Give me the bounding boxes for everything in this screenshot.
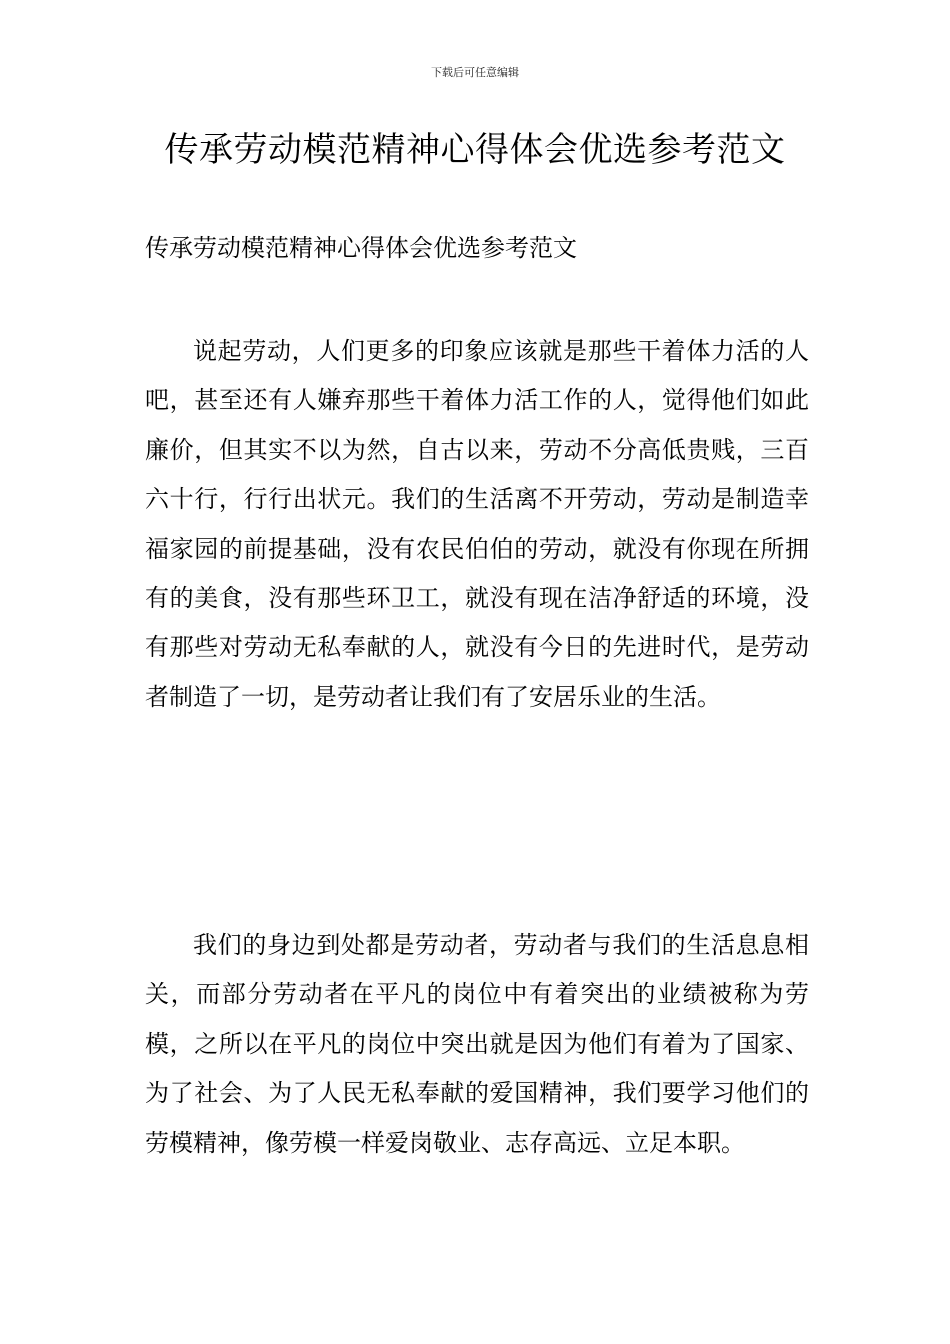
page-title: 传承劳动模范精神心得体会优选参考范文 bbox=[164, 130, 786, 170]
body-paragraph-1: 说起劳动，人们更多的印象应该就是那些干着体力活的人吧，甚至还有人嫌弃那些干着体力活工作的人，觉得他们如此廉价，但其实不以为然，自古以来，劳动不分高低贵贱，三百六十行，行行出状元。我们的生活离不开劳动，劳动是制造幸福家园的前提基础，没有农民伯伯的劳动，就没有你现在所拥有的美食，没有那些环卫工，就没有现在洁净舒适的环境，没有那些对劳动无私奉献的人，就没有今日的先进时代，是劳动者制造了一切，是劳动者让我们有了安居乐业的生活。 bbox=[145, 337, 809, 711]
document-subtitle: 传承劳动模范精神心得体会优选参考范文 bbox=[145, 234, 577, 262]
body-paragraph-2: 我们的身边到处都是劳动者，劳动者与我们的生活息息相关，而部分劳动者在平凡的岗位中有着突出的业绩被称为劳模，之所以在平凡的岗位中突出就是因为他们有着为了国家、为了社会、为了人民无私奉献的爱国精神，我们要学习他们的劳模精神，像劳模一样爱岗敬业、志存高远、立足本职。 bbox=[145, 931, 809, 1157]
header-note: 下载后可任意编辑 bbox=[431, 66, 519, 79]
